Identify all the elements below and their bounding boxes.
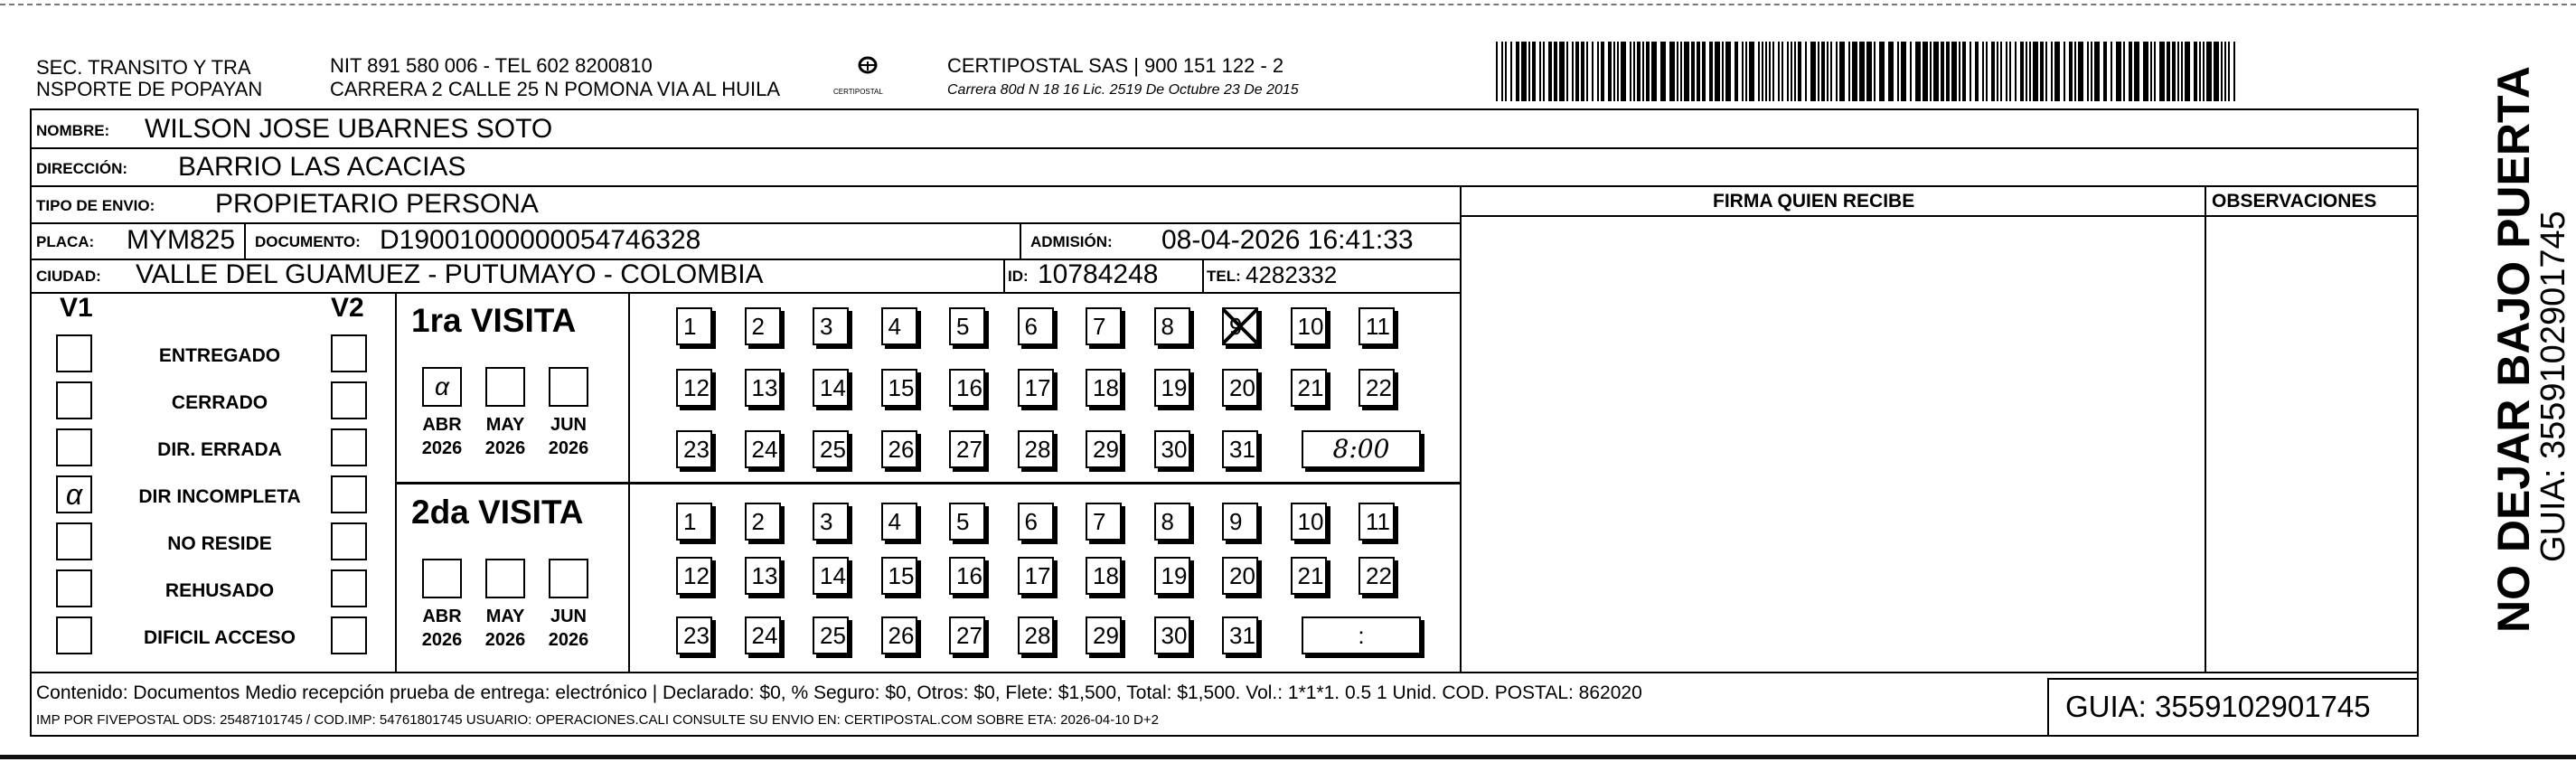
visit1-day-box[interactable]: 23 (676, 430, 712, 468)
barcode-bar (1866, 42, 1872, 101)
barcode-bar (1521, 42, 1527, 101)
barcode-bar (1496, 42, 1498, 101)
obs-col-line (2205, 185, 2206, 672)
status-label: DIR. ERRADA (157, 439, 282, 460)
id-sep (1003, 259, 1005, 292)
visit1-day-box[interactable]: 25 (813, 430, 849, 468)
visit1-day-box[interactable]: 12 (676, 369, 712, 407)
visit1-day-box[interactable]: 17 (1018, 369, 1054, 407)
v1-checkbox[interactable] (56, 334, 92, 372)
visit1-day-box[interactable]: 14 (813, 369, 849, 407)
visit1-day-box[interactable]: 27 (949, 430, 985, 468)
visit2-time-box[interactable]: : (1302, 616, 1421, 654)
visit-divider (395, 482, 1460, 484)
visit2-day-box[interactable]: 1 (676, 503, 712, 541)
visit2-day-box[interactable]: 30 (1154, 616, 1190, 654)
guia-footer: GUIA: 3559102901745 (2065, 690, 2371, 723)
barcode-bar (1702, 42, 1706, 101)
visit1-day-box[interactable]: 30 (1154, 430, 1190, 468)
contenido-line: Contenido: Documentos Medio recepción prueba de entrega: electrónico | Declarado: $0, % Seguro: $0, Otros: $0, Flete: $1,500, Total: $1,500. Vol.: 1*1*1. 0.5 1 Unid. COD. POSTAL: 862020 (36, 682, 1642, 703)
admision-sep (1020, 222, 1021, 259)
visit1-day-box[interactable]: 19 (1154, 369, 1190, 407)
status-label: DIR INCOMPLETA (138, 486, 301, 507)
barcode-bar (1997, 42, 1998, 101)
visit1-day-box[interactable]: 28 (1018, 430, 1054, 468)
barcode-bar (1791, 42, 1792, 101)
tel-label: TEL: (1207, 268, 1241, 285)
barcode-bar (1601, 42, 1604, 101)
side-guia: GUIA: 3559102901745 (2534, 211, 2572, 562)
barcode-bar (2129, 42, 2132, 101)
tipo-label: TIPO DE ENVIO: (36, 197, 155, 214)
barcode-bar (2181, 42, 2183, 101)
barcode-bar (1758, 42, 1760, 101)
visit2-year-label: 2026 (421, 630, 463, 650)
barcode-bar (1572, 42, 1574, 101)
firma-col-line (1460, 185, 1462, 672)
visit2-day-box[interactable]: 5 (949, 503, 985, 541)
visit1-day-box[interactable]: 5 (949, 307, 985, 345)
visit2-day-box[interactable]: 3 (813, 503, 849, 541)
barcode-bar (2224, 42, 2226, 101)
visit1-day-box[interactable]: 11 (1359, 307, 1395, 345)
barcode-bar (1962, 42, 1966, 101)
barcode-bar (2206, 42, 2212, 101)
barcode-bar (1923, 42, 1928, 101)
barcode-bar (1621, 42, 1626, 101)
barcode-bar (1749, 42, 1754, 101)
tipo-value: PROPIETARIO PERSONA (215, 189, 539, 219)
admision-value: 08-04-2026 16:41:33 (1161, 225, 1414, 255)
placa-sep (244, 222, 246, 259)
visit1-year-label: 2026 (421, 438, 463, 458)
barcode-bar (1637, 42, 1641, 101)
visit2-month-box[interactable] (549, 559, 588, 598)
barcode-bar (2029, 42, 2031, 101)
visit2-day-box[interactable]: 8 (1154, 503, 1190, 541)
visit2-day-box[interactable]: 27 (949, 616, 985, 654)
barcode-bar (2159, 42, 2165, 101)
documento-value: D19001000000054746328 (380, 225, 701, 255)
barcode-bar (1613, 42, 1615, 101)
barcode-bar (1859, 42, 1865, 101)
barcode-bar (2150, 42, 2152, 101)
documento-label: DOCUMENTO: (255, 233, 361, 250)
visit2-day-box[interactable]: 25 (813, 616, 849, 654)
barcode-bar (2074, 42, 2076, 101)
visit2-day-box[interactable]: 31 (1222, 616, 1258, 654)
barcode-bar (1660, 42, 1666, 101)
barcode-bar (1991, 42, 1995, 101)
barcode-bar (1798, 42, 1801, 101)
v1-header: V1 (60, 293, 93, 323)
barcode-bar (2116, 42, 2121, 101)
barcode-bar (1765, 42, 1767, 101)
visit2-day-box[interactable]: 20 (1222, 557, 1258, 595)
visit1-time-box[interactable]: 8:00 (1302, 430, 1421, 468)
barcode-bar (2172, 42, 2176, 101)
barcode-bar (1735, 42, 1738, 101)
v1-checkbox[interactable] (56, 522, 92, 560)
barcode-bar (1821, 42, 1825, 101)
barcode-bar (2054, 42, 2060, 101)
row-line (30, 672, 2419, 673)
barcode-bar (1680, 42, 1682, 101)
tel-sep (1202, 259, 1204, 292)
barcode-bar (2228, 42, 2230, 101)
barcode-bar (1617, 42, 1619, 101)
barcode-bar (2015, 42, 2017, 101)
barcode-bar (1769, 42, 1771, 101)
visit1-day-box[interactable]: 21 (1291, 369, 1327, 407)
barcode-bar (2221, 42, 2223, 101)
visit2-year-label: 2026 (548, 630, 589, 650)
visit1-day-box[interactable]: 6 (1018, 307, 1054, 345)
barcode-bar (1586, 42, 1588, 101)
barcode-bar (1669, 42, 1675, 101)
ciudad-label: CIUDAD: (36, 268, 101, 285)
visit2-month-label: MAY (485, 607, 525, 626)
v1-checkbox[interactable] (56, 616, 92, 654)
visit2-month-label: JUN (550, 607, 587, 626)
sender-line2: NSPORTE DE POPAYAN (36, 78, 263, 100)
row-line (30, 147, 2419, 149)
barcode-bar (2177, 42, 2179, 101)
barcode-bar (1762, 42, 1763, 101)
visit2-day-box[interactable]: 18 (1086, 557, 1122, 595)
status-label: CERRADO (171, 392, 268, 413)
barcode-bar (1505, 42, 1507, 101)
barcode-bar (2094, 42, 2100, 101)
barcode-bar (2123, 42, 2125, 101)
id-label: ID: (1008, 268, 1029, 285)
visit2-day-box[interactable]: 26 (881, 616, 917, 654)
v2-checkbox[interactable] (331, 569, 367, 607)
barcode-bar (2045, 42, 2047, 101)
barcode-bar (2103, 42, 2107, 101)
visit2-day-box[interactable]: 28 (1018, 616, 1054, 654)
visit2-day-box[interactable]: 11 (1359, 503, 1395, 541)
visit2-day-box[interactable]: 9 (1222, 503, 1258, 541)
tel-value: 4282332 (1246, 261, 1338, 288)
barcode-bar (1941, 42, 1944, 101)
barcode-bar (2040, 42, 2044, 101)
visit2-day-box[interactable]: 13 (745, 557, 781, 595)
row-line (30, 185, 2419, 187)
visit1-day-box[interactable]: 29 (1086, 430, 1122, 468)
barcode-bar (2000, 42, 2002, 101)
barcode (1496, 42, 2237, 101)
barcode-bar (2194, 42, 2197, 101)
barcode-bar (1715, 42, 1720, 101)
barcode-bar (1722, 42, 1724, 101)
v2-checkbox[interactable] (331, 616, 367, 654)
top-cut-line (0, 4, 2576, 5)
status-label: ENTREGADO (158, 345, 281, 366)
logo-text: CERTIPOSTAL (833, 88, 883, 96)
barcode-bar (1986, 42, 1988, 101)
barcode-bar (2091, 42, 2092, 101)
barcode-bar (2026, 42, 2027, 101)
imp-line: IMP POR FIVEPOSTAL ODS: 25487101745 / COD.IMP: 54761801745 USUARIO: OPERACIONES.CALI CONSULTE SU ENVIO EN: CERTIPOSTAL.COM SOBRE ETA: 2026-04-10 D+2 (36, 712, 1159, 728)
barcode-bar (1543, 42, 1545, 101)
barcode-bar (1874, 42, 1876, 101)
visit2-day-box[interactable]: 17 (1018, 557, 1054, 595)
barcode-bar (2033, 42, 2038, 101)
v2-checkbox[interactable] (331, 334, 367, 372)
visit1-day-box[interactable]: 4 (881, 307, 917, 345)
visit2-day-box[interactable]: 19 (1154, 557, 1190, 595)
barcode-bar (1651, 42, 1657, 101)
sender-line1: SEC. TRANSITO Y TRA (36, 56, 251, 79)
barcode-bar (1608, 42, 1612, 101)
no-dejar-text: NO DEJAR BAJO PUERTA (2488, 66, 2539, 633)
firma-header: FIRMA QUIEN RECIBE (1713, 191, 1915, 212)
barcode-bar (1742, 42, 1744, 101)
direccion-value: BARRIO LAS ACACIAS (178, 152, 466, 182)
barcode-bar (2006, 42, 2007, 101)
barcode-bar (1501, 42, 1503, 101)
barcode-bar (1633, 42, 1635, 101)
visit2-day-box[interactable]: 12 (676, 557, 712, 595)
barcode-bar (1805, 42, 1807, 101)
barcode-bar (1745, 42, 1747, 101)
barcode-bar (1839, 42, 1845, 101)
barcode-bar (1946, 42, 1950, 101)
barcode-bar (1951, 42, 1957, 101)
visit1-month-label: MAY (485, 415, 525, 435)
visit1-year-label: 2026 (548, 438, 589, 458)
v1-checkbox[interactable] (56, 428, 92, 466)
barcode-bar (1592, 42, 1594, 101)
barcode-bar (1646, 42, 1650, 101)
visit2-day-box[interactable]: 4 (881, 503, 917, 541)
visit1-day-box[interactable]: 2 (745, 307, 781, 345)
placa-label: PLACA: (36, 233, 95, 250)
visit1-day-box[interactable]: 16 (949, 369, 985, 407)
barcode-bar (2111, 42, 2112, 101)
barcode-bar (1970, 42, 1971, 101)
visit2-day-box[interactable]: 14 (813, 557, 849, 595)
barcode-bar (1827, 42, 1829, 101)
row-line (30, 292, 1460, 294)
visit2-day-box[interactable]: 24 (745, 616, 781, 654)
barcode-bar (1539, 42, 1541, 101)
v1-checkbox[interactable] (56, 569, 92, 607)
barcode-bar (1982, 42, 1984, 101)
barcode-bar (1684, 42, 1689, 101)
visit1-day-box[interactable]: 9 (1222, 307, 1258, 345)
barcode-bar (2064, 42, 2065, 101)
barcode-bar (2214, 42, 2219, 101)
visit1-day-box[interactable]: 10 (1291, 307, 1327, 345)
barcode-bar (2185, 42, 2190, 101)
barcode-bar (1725, 42, 1731, 101)
barcode-bar (1559, 42, 1565, 101)
barcode-bar (2069, 42, 2073, 101)
barcode-bar (1532, 42, 1536, 101)
barcode-bar (1581, 42, 1584, 101)
barcode-bar (1794, 42, 1796, 101)
barcode-bar (1709, 42, 1713, 101)
barcode-bar (1897, 42, 1899, 101)
visit2-day-box[interactable]: 22 (1359, 557, 1395, 595)
barcode-bar (1852, 42, 1857, 101)
visit2-month-box[interactable] (485, 559, 525, 598)
barcode-bar (1836, 42, 1838, 101)
visit1-month-label: ABR (422, 415, 462, 435)
barcode-bar (1879, 42, 1885, 101)
visit1-day-box[interactable]: 26 (881, 430, 917, 468)
visit2-day-box[interactable]: 16 (949, 557, 985, 595)
visit1-day-box[interactable]: 3 (813, 307, 849, 345)
barcode-bar (1597, 42, 1599, 101)
barcode-bar (1697, 42, 1700, 101)
barcode-bar (1830, 42, 1832, 101)
barcode-bar (2199, 42, 2201, 101)
v1-checkbox[interactable]: α (56, 475, 92, 513)
visit1-month-box[interactable] (485, 367, 525, 407)
barcode-bar (1778, 42, 1780, 101)
v2-header: V2 (331, 293, 364, 323)
nombre-value: WILSON JOSE UBARNES SOTO (145, 114, 553, 144)
visit2-day-box[interactable]: 2 (745, 503, 781, 541)
visit1-day-box[interactable]: 20 (1222, 369, 1258, 407)
barcode-bar (2167, 42, 2170, 101)
visit2-year-label: 2026 (484, 630, 526, 650)
nit-line: NIT 891 580 006 - TEL 602 8200810 (330, 54, 653, 77)
barcode-bar (1554, 42, 1557, 101)
id-value: 10784248 (1038, 259, 1159, 289)
barcode-bar (1959, 42, 1960, 101)
status-label: DIFICIL ACCESO (143, 627, 296, 648)
barcode-bar (2051, 42, 2053, 101)
v2-checkbox[interactable] (331, 381, 367, 419)
barcode-bar (2009, 42, 2011, 101)
visit1-title: 1ra VISITA (411, 302, 577, 339)
v1-checkbox[interactable] (56, 381, 92, 419)
direccion-label: DIRECCIÓN: (36, 160, 128, 177)
visit2-day-box[interactable]: 6 (1018, 503, 1054, 541)
visit1-month-label: JUN (550, 415, 587, 435)
barcode-bar (1818, 42, 1819, 101)
barcode-bar (2020, 42, 2024, 101)
status-label: NO RESIDE (167, 533, 272, 554)
visit1-month-box[interactable] (549, 367, 588, 407)
visit1-day-box[interactable]: 15 (881, 369, 917, 407)
barcode-bar (1848, 42, 1850, 101)
barcode-bar (1888, 42, 1894, 101)
barcode-bar (1910, 42, 1912, 101)
barcode-bar (1642, 42, 1644, 101)
barcode-bar (2078, 42, 2083, 101)
barcode-bar (2154, 42, 2156, 101)
ciudad-value: VALLE DEL GUAMUEZ - PUTUMAYO - COLOMBIA (136, 259, 764, 289)
barcode-bar (2143, 42, 2148, 101)
v2-checkbox[interactable] (331, 428, 367, 466)
visit1-year-label: 2026 (484, 438, 526, 458)
visit1-day-box[interactable]: 24 (745, 430, 781, 468)
barcode-bar (1528, 42, 1530, 101)
v2-checkbox[interactable] (331, 522, 367, 560)
barcode-bar (1575, 42, 1579, 101)
barcode-bar (2203, 42, 2205, 101)
v2-checkbox[interactable] (331, 475, 367, 513)
firma-header-line (1460, 215, 2419, 217)
barcode-bar (1548, 42, 1552, 101)
visit1-day-box[interactable]: 8 (1154, 307, 1190, 345)
observaciones-header: OBSERVACIONES (2212, 191, 2377, 212)
visit1-day-box[interactable]: 13 (745, 369, 781, 407)
admision-label: ADMISIÓN: (1030, 233, 1113, 250)
visit1-day-box[interactable]: 18 (1086, 369, 1122, 407)
company-line: CERTIPOSTAL SAS | 900 151 122 - 2 (947, 54, 1284, 77)
barcode-bar (1566, 42, 1568, 101)
visit2-day-box[interactable]: 23 (676, 616, 712, 654)
status-label: REHUSADO (165, 580, 275, 601)
barcode-bar (1915, 42, 1921, 101)
barcode-bar (1772, 42, 1774, 101)
address-line: CARRERA 2 CALLE 25 N POMONA VIA AL HUILA (330, 78, 781, 100)
barcode-bar (1516, 42, 1519, 101)
visit1-day-box[interactable]: 22 (1359, 369, 1395, 407)
visit2-day-box[interactable]: 21 (1291, 557, 1327, 595)
visit1-day-box[interactable]: 7 (1086, 307, 1122, 345)
license-line: Carrera 80d N 18 16 Lic. 2519 De Octubre 23 De 2015 (947, 82, 1299, 98)
visit2-day-box[interactable]: 10 (1291, 503, 1327, 541)
barcode-bar (1510, 42, 1512, 101)
barcode-bar (1691, 42, 1695, 101)
visit1-day-box[interactable]: 31 (1222, 430, 1258, 468)
visit2-title: 2da VISITA (411, 494, 584, 531)
visit2-day-box[interactable]: 29 (1086, 616, 1122, 654)
barcode-bar (1901, 42, 1906, 101)
visit2-month-box[interactable] (422, 559, 462, 598)
barcode-bar (1810, 42, 1816, 101)
nombre-label: NOMBRE: (36, 122, 110, 139)
barcode-bar (2233, 42, 2235, 101)
visit1-day-box[interactable]: 1 (676, 307, 712, 345)
visit2-day-box[interactable]: 15 (881, 557, 917, 595)
barcode-bar (1677, 42, 1678, 101)
visit1-month-box[interactable]: α (422, 367, 462, 407)
barcode-bar (1930, 42, 1932, 101)
visit2-month-label: ABR (422, 607, 462, 626)
barcode-bar (2134, 42, 2139, 101)
placa-value: MYM825 (127, 225, 236, 255)
barcode-bar (2087, 42, 2089, 101)
barcode-bar (1630, 42, 1631, 101)
bottom-border (0, 755, 2576, 759)
barcode-bar (1782, 42, 1783, 101)
barcode-bar (1787, 42, 1789, 101)
barcode-bar (1975, 42, 1979, 101)
visit2-day-box[interactable]: 7 (1086, 503, 1122, 541)
barcode-bar (1933, 42, 1939, 101)
